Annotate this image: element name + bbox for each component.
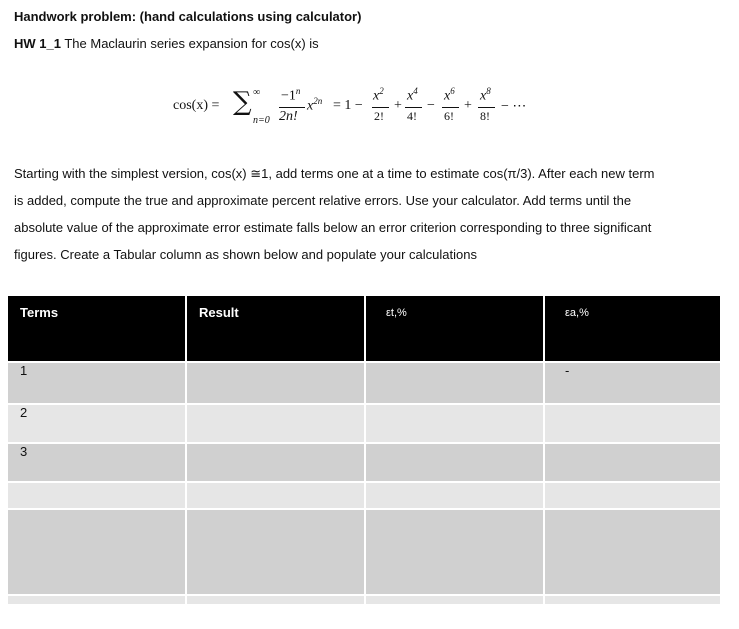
results-table: [6, 296, 722, 606]
cell-result[interactable]: [186, 509, 365, 595]
frac-denominator: 2n!: [279, 109, 298, 124]
cell-terms[interactable]: [7, 595, 186, 605]
cell-true-error[interactable]: [365, 443, 544, 482]
cell-true-error[interactable]: [365, 595, 544, 605]
cell-approx-error[interactable]: [544, 404, 721, 443]
cell-terms[interactable]: [7, 482, 186, 509]
hw-text: The Maclaurin series expansion for cos(x) is: [60, 36, 319, 51]
t8-den: 8!: [480, 109, 490, 123]
table-row: [7, 404, 721, 443]
hw-label: HW 1_1: [14, 36, 61, 51]
t6-den: 6!: [444, 109, 454, 123]
cell-true-error[interactable]: [365, 482, 544, 509]
cell-terms[interactable]: 3: [7, 443, 186, 482]
cell-result[interactable]: [186, 482, 365, 509]
cell-true-error[interactable]: [365, 362, 544, 404]
eq-one: = 1 −: [333, 98, 363, 113]
cell-result[interactable]: [186, 595, 365, 605]
instruction-line: is added, compute the true and approximate percent relative errors. Use your calculator. Add terms until the: [14, 193, 632, 208]
cell-approx-error[interactable]: [544, 595, 721, 605]
op-plus-3: +: [464, 98, 472, 113]
cell-true-error[interactable]: [365, 509, 544, 595]
cell-terms[interactable]: 2: [7, 404, 186, 443]
cell-approx-error[interactable]: [544, 509, 721, 595]
cell-result[interactable]: [186, 443, 365, 482]
t2-bar: [372, 107, 389, 108]
header-true-error: εt,%: [365, 296, 544, 362]
t8-bar: [478, 107, 495, 108]
t2-num: $x^2$: [373, 86, 384, 104]
op-plus-1: +: [394, 98, 402, 113]
x-term: $x^{2n}$: [307, 96, 323, 114]
sigma-symbol: ∑: [233, 87, 252, 117]
formula-lhs: cos(x) =: [173, 98, 220, 113]
problem-statement: [14, 36, 319, 51]
t4-den: 4!: [407, 109, 417, 123]
instruction-line: figures. Create a Tabular column as shown below and populate your calculations: [14, 247, 477, 262]
cell-approx-error[interactable]: -: [544, 362, 721, 404]
instruction-line: absolute value of the approximate error estimate falls below an error criterion corresponding to three significant: [14, 220, 652, 235]
table-row: [7, 509, 721, 595]
cell-terms[interactable]: [7, 509, 186, 595]
table-row: [7, 443, 721, 482]
table-row: [7, 482, 721, 509]
t2-den: 2!: [374, 109, 384, 123]
t6-bar: [442, 107, 459, 108]
table-row: [7, 362, 721, 404]
cell-approx-error[interactable]: [544, 443, 721, 482]
cell-terms[interactable]: 1: [7, 362, 186, 404]
table-row: [7, 595, 721, 605]
cell-result[interactable]: [186, 404, 365, 443]
frac-numerator: $-1^n$: [281, 86, 301, 104]
page-title: Handwork problem: (hand calculations using calculator): [14, 9, 362, 24]
t4-bar: [405, 107, 422, 108]
header-result: Result: [186, 296, 365, 362]
sum-upper: ∞: [253, 87, 261, 98]
t4-num: $x^4$: [407, 86, 418, 104]
op-minus-2: −: [427, 98, 435, 113]
cell-true-error[interactable]: [365, 404, 544, 443]
instructions: [14, 160, 714, 268]
table-header-row: [7, 296, 721, 362]
instruction-line: Starting with the simplest version, cos(x) ≅1, add terms one at a time to estimate cos(π/3). After each new term: [14, 166, 655, 181]
header-terms: Terms: [7, 296, 186, 362]
cell-approx-error[interactable]: [544, 482, 721, 509]
t8-num: $x^8$: [480, 86, 491, 104]
maclaurin-formula: [173, 86, 533, 130]
frac-bar: [279, 107, 305, 108]
header-approx-error: εa,%: [544, 296, 721, 362]
sum-lower: n=0: [253, 115, 270, 126]
t6-num: $x^6$: [444, 86, 455, 104]
series-tail: − ⋯: [501, 99, 527, 114]
cell-result[interactable]: [186, 362, 365, 404]
